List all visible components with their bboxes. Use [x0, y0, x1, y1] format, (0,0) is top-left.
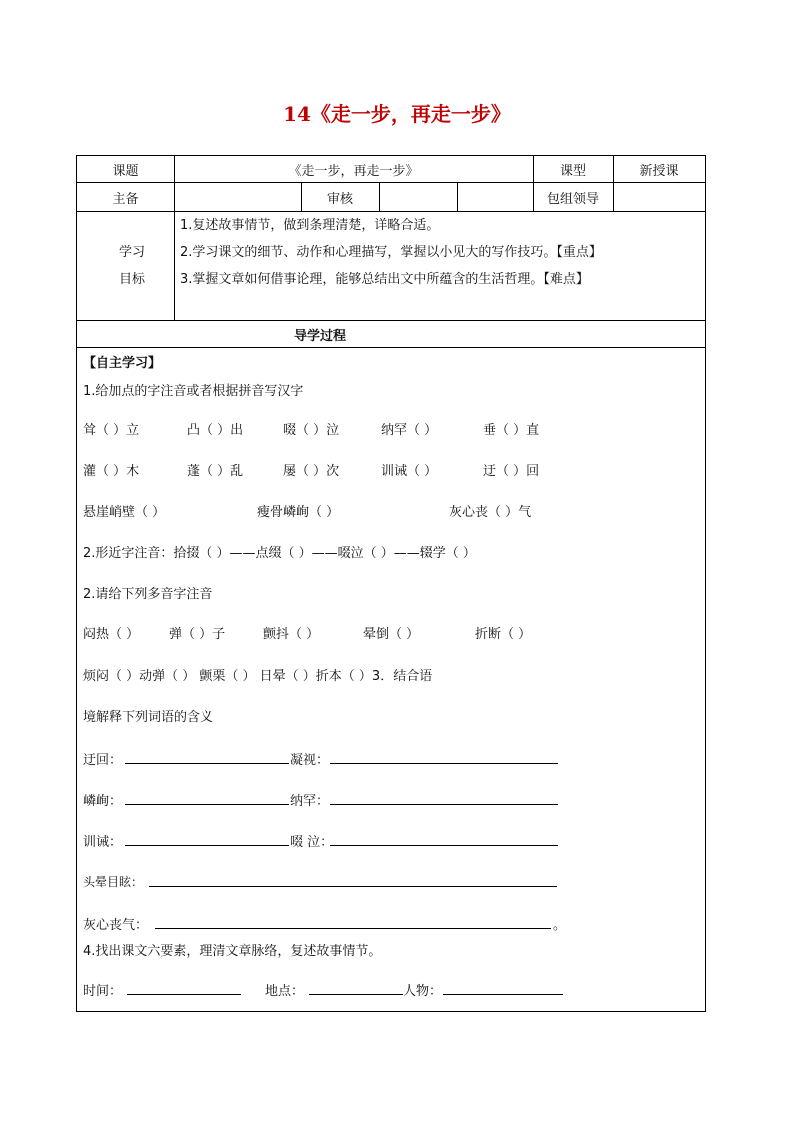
- word-label: 迂回：: [83, 753, 123, 768]
- pinyin-item: 耸（ ）立: [83, 423, 140, 438]
- pinyin-item: 训诫（ ）: [381, 464, 438, 479]
- word-label: 凝视：: [290, 753, 330, 768]
- type-label: 课型: [559, 163, 586, 179]
- lesson-value: 《走一步，再走一步》: [288, 163, 419, 179]
- pinyin-item: 啜（ ）泣: [283, 423, 340, 438]
- goals-label-2: 目标: [119, 272, 146, 287]
- person-label: 人物：: [403, 984, 443, 999]
- pinyin-item: 瘦骨嶙峋（ ）: [257, 505, 340, 520]
- type-value: 新授课: [639, 163, 679, 179]
- pinyin-item: 蓬（ ）乱: [187, 464, 244, 479]
- period-mark: 。: [553, 918, 567, 933]
- answer-line[interactable]: [155, 928, 551, 929]
- review-label: 审核: [326, 191, 353, 207]
- pinyin-item: 垂（ ）直: [483, 423, 540, 438]
- word-label: 头晕目眩：: [83, 875, 144, 889]
- worksheet-table: [76, 155, 706, 1012]
- answer-line[interactable]: [125, 763, 289, 764]
- goal-item: 2.学习课文的细节、动作和心理描写，掌握以小见大的写作技巧。【重点】: [180, 245, 602, 260]
- polyphone-item: 弹（ ）子: [169, 627, 226, 642]
- place-answer-line[interactable]: [309, 994, 403, 995]
- lesson-label: 课题: [112, 163, 139, 179]
- self-study-heading: 【自主学习】: [83, 356, 162, 371]
- lead-label: 主备: [112, 191, 139, 207]
- time-label: 时间：: [83, 984, 123, 999]
- word-label: 训诫：: [83, 835, 123, 850]
- goals-label-1: 学习: [119, 245, 146, 260]
- place-label: 地点：: [265, 984, 305, 999]
- table-rule: [457, 183, 458, 211]
- polyphone-item: 折断（ ）: [475, 627, 532, 642]
- table-rule: [77, 320, 705, 321]
- answer-line[interactable]: [125, 804, 289, 805]
- group-label: 包组领导: [546, 191, 599, 207]
- polyphone-item: 晕倒（ ）: [363, 627, 420, 642]
- process-header: 导学过程: [294, 329, 347, 344]
- question-4: 4.找出课文六要素，理清文章脉络，复述故事情节。: [83, 944, 382, 959]
- pinyin-item: 凸（ ）出: [187, 423, 244, 438]
- goal-item: 3.掌握文章如何借事论理，能够总结出文中所蕴含的生活哲理。【难点】: [180, 272, 589, 287]
- answer-line[interactable]: [330, 763, 558, 764]
- polyphone-item: 颤抖（ ）: [263, 627, 320, 642]
- word-label: 嶙峋：: [83, 794, 123, 809]
- time-answer-line[interactable]: [127, 994, 241, 995]
- question-1: 1.给加点的字注音或者根据拼音写汉字: [83, 384, 304, 399]
- question-3-cont: 境解释下列词语的含义: [83, 710, 214, 725]
- goal-item: 1.复述故事情节，做到条理清楚，详略合适。: [180, 218, 440, 233]
- polyphone-item: 闷热（ ）: [83, 627, 140, 642]
- pinyin-item: 悬崖峭壁（ ）: [83, 505, 166, 520]
- word-label: 灰心丧气：: [83, 918, 149, 933]
- pinyin-item: 屡（ ）次: [283, 464, 340, 479]
- answer-line[interactable]: [125, 845, 289, 846]
- pinyin-item: 灌（ ）木: [83, 464, 140, 479]
- answer-line[interactable]: [330, 845, 558, 846]
- page-title: 14《走一步，再走一步》: [283, 102, 511, 126]
- pinyin-item: 纳罕（ ）: [381, 423, 438, 438]
- word-label: 纳罕：: [290, 794, 330, 809]
- question-2-similar: 2.形近字注音：拾掇（ ）——点缀（ ）——啜泣（ ）——辍学（ ）: [83, 546, 476, 561]
- table-rule: [379, 183, 380, 211]
- question-2-polyphone: 2.请给下列多音字注音: [83, 587, 213, 602]
- person-answer-line[interactable]: [443, 994, 563, 995]
- polyphone-row-2: 烦闷（ ）动弹（ ） 颤栗（ ） 日晕（ ）折本（ ）3．结合语: [83, 669, 433, 684]
- table-rule: [77, 347, 705, 348]
- word-label: 啜 泣：: [290, 835, 334, 850]
- pinyin-item: 迂（ ）回: [483, 464, 540, 479]
- answer-line[interactable]: [330, 804, 558, 805]
- pinyin-item: 灰心丧（ ）气: [449, 505, 532, 520]
- table-rule: [77, 211, 705, 212]
- answer-line[interactable]: [149, 886, 557, 887]
